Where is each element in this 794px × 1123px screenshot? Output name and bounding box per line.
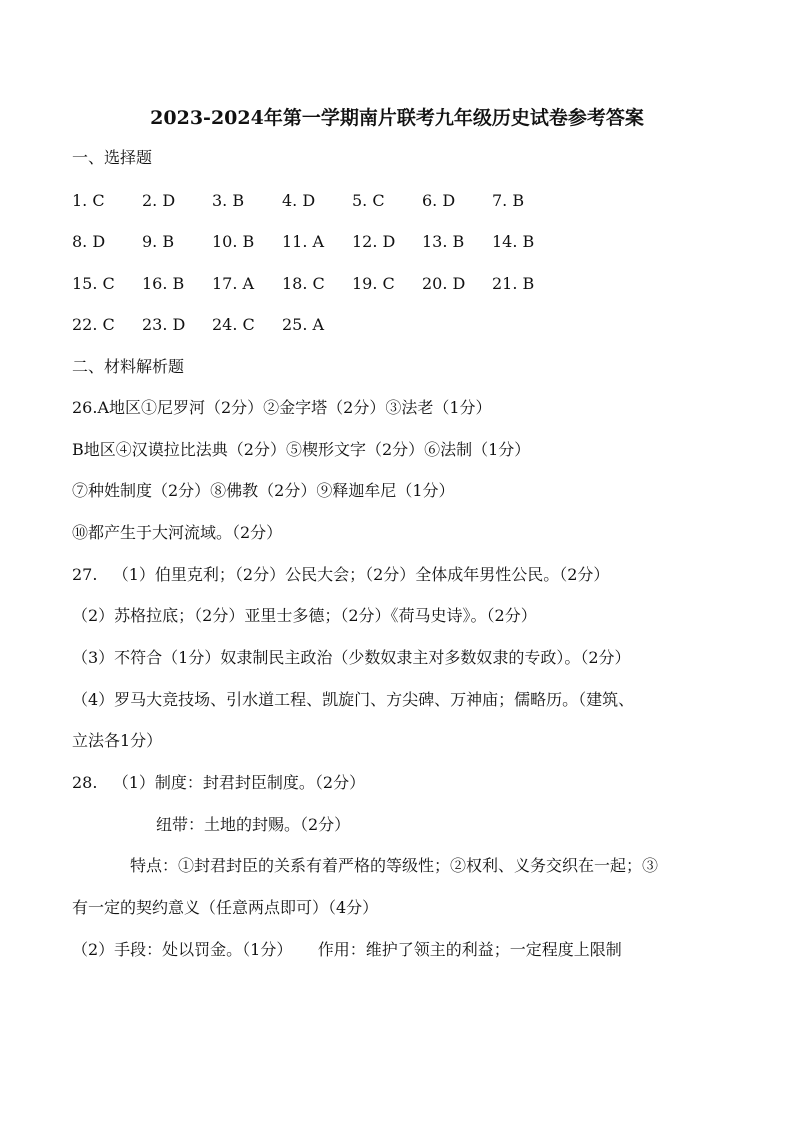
mcq-answer: 12. D [352,232,396,251]
mcq-row-3 [72,272,562,296]
mcq-answer: 11. A [282,232,325,251]
page-title: 2023-2024年第一学期南片联考九年级历史试卷参考答案 [150,107,644,129]
mcq-answer: 7. B [492,191,525,210]
mcq-answer: 24. C [212,315,255,334]
q28-line-4: 有一定的契约意义（任意两点即可）（4分） [72,898,379,917]
mcq-answer: 25. A [282,315,325,334]
q26-line-4: ⑩都产生于大河流域。（2分） [72,523,283,542]
mcq-answer: 9. B [142,232,175,251]
section-heading-material: 二、材料解析题 [72,357,185,376]
mcq-answer: 18. C [282,274,325,293]
q26-line-3: ⑦种姓制度（2分）⑧佛教（2分）⑨释迦牟尼（1分） [72,481,455,500]
q27-line-1: 27. （1）伯里克利；（2分）公民大会；（2分）全体成年男性公民。（2分） [72,565,610,584]
mcq-answer: 10. B [212,232,255,251]
mcq-answer: 5. C [352,191,385,210]
q28-line-5: （2）手段：处以罚金。（1分） 作用：维护了领主的利益；一定程度上限制 [72,940,622,959]
mcq-answer: 17. A [212,274,255,293]
mcq-answer: 6. D [422,191,456,210]
q28-line-2: 纽带：土地的封赐。（2分） [156,815,351,834]
mcq-answer: 8. D [72,232,106,251]
mcq-answer: 20. D [422,274,466,293]
mcq-answer: 19. C [352,274,395,293]
mcq-answer: 14. B [492,232,535,251]
mcq-answer: 3. B [212,191,245,210]
q27-line-2: （2）苏格拉底；（2分）亚里士多德；（2分）《荷马史诗》。（2分） [72,606,537,625]
mcq-answer: 13. B [422,232,465,251]
mcq-row-1 [72,189,562,213]
mcq-answer: 16. B [142,274,185,293]
q26-line-2: B地区④汉谟拉比法典（2分）⑤楔形文字（2分）⑥法制（1分） [72,440,531,459]
mcq-answer: 15. C [72,274,115,293]
section-heading-choice: 一、选择题 [72,148,153,167]
q27-line-4: （4）罗马大竞技场、引水道工程、凯旋门、方尖碑、万神庙；儒略历。（建筑、 [72,690,635,709]
q26-line-1: 26.A地区①尼罗河（2分）②金字塔（2分）③法老（1分） [72,398,492,417]
q28-line-1: 28. （1）制度：封君封臣制度。（2分） [72,773,366,792]
mcq-answer: 23. D [142,315,186,334]
mcq-answer: 22. C [72,315,115,334]
q27-line-3: （3）不符合（1分）奴隶制民主政治（少数奴隶主对多数奴隶的专政）。（2分） [72,648,631,667]
mcq-answer: 4. D [282,191,316,210]
q28-line-3: 特点：①封君封臣的关系有着严格的等级性；②权利、义务交织在一起；③ [130,856,659,875]
mcq-row-2 [72,230,562,254]
mcq-row-4 [72,313,352,337]
mcq-answer: 21. B [492,274,535,293]
mcq-answer: 2. D [142,191,176,210]
mcq-answer: 1. C [72,191,105,210]
q27-line-5: 立法各1分） [72,731,163,750]
